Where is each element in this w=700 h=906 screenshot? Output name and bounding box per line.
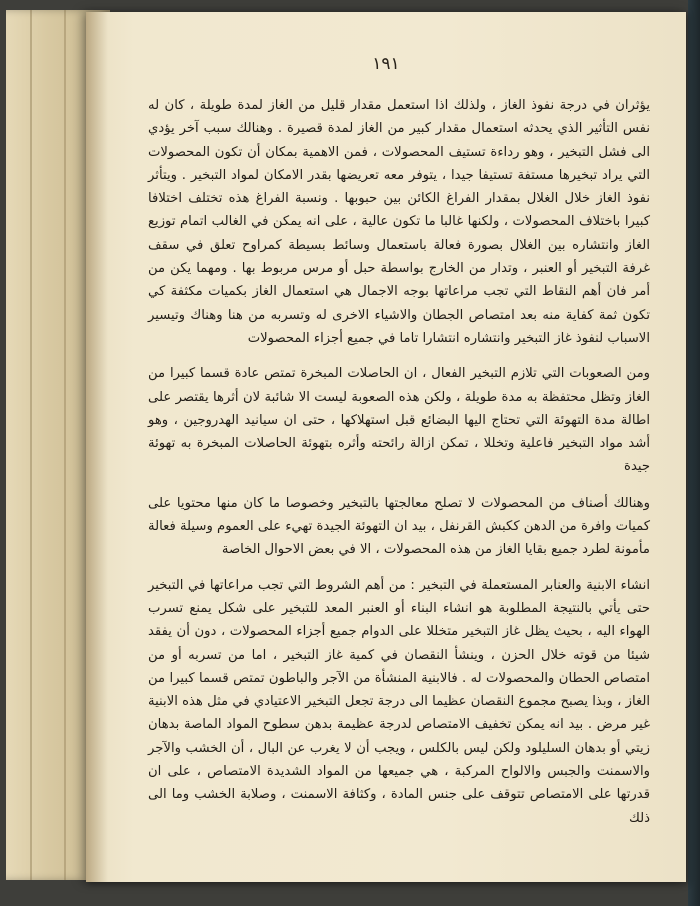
page-number: ١٩١ [372, 54, 400, 74]
page-gutter-shadow [86, 12, 108, 882]
page-body-text [148, 94, 650, 830]
paragraph-building-construction: انشاء الابنية والعنابر المستعملة في التبخير : من أهم الشروط التي تجب مراعاتها في التبخير حتى يأتي بالنتيجة المطلوبة هو انشاء البناء أو العنبر المعد للتبخير على شكل يمنع تسرب الهواء اليه ، بحيث يظل غاز التبخير متخللا على الدوام جميع أجزاء المحصولات ، دون أن يفقد شيئا من قوته خلال الحزن ، وينشأ النقصان في كمية غاز التبخير ، اما من تسربه أو من امتصاص الحطان والمحصولات له . فالابنية المنشأة من الآجر والباطون تمتص قسما كبيرا من الغاز ، وبذا يصبح مجموع النقصان عظيما الى درجة تجعل التبخير الاعتيادي في مثل هذه الابنية غير مرض . بيد انه يمكن تخفيف الامتصاص لدرجة عظيمة بدهن سطوح المواد الماصة بدهان زيتي أو بدهان السليلود ولكن ليس بالكلس ، ويجب أن لا يغرب عن البال ، أن الخشب والآجر والاسمنت والجبس والالواح المركبة ، هي جميعها من المواد الشديدة الامتصاص ، على ان قدرتها على الامتصاص تتوقف على جنس المادة ، وكثافة الاسمنت ، وصلابة الخشب وما الى ذلك [148, 577, 650, 826]
paragraph-unsuitable-products: وهنالك أصناف من المحصولات لا تصلح معالجتها بالتبخير وخصوصا ما كان منها محتويا على كميات وافرة من الدهن ككبش القرنفل ، بيد ان التهوئة الجيدة تهيء على العموم وسيلة فعالة مأمونة لطرد جميع بقايا الغاز من هذه المحصولات ، الا في بعض الاحوال الخاصة [148, 495, 650, 558]
paragraph-absorption-difficulty: ومن الصعوبات التي تلازم التبخير الفعال ، ان الحاصلات المبخرة تمتص عادة قسما كبيرا من الغاز وتظل محتفظة به مدة طويلة ، ولكن هذه الصعوبة ليست الا شائبة لان أثرها يقتصر على اطالة مدة التهوئة التي تحتاج اليها البضائع قبل استهلاكها ، حتى ان سيانيد الهدروجين ، وهو أشد مواد التبخير فاعلية وتخللا ، تمكن ازالة رائحته وأثره بتهوئة الحاصلات المبخرة به تهوئة جيدة [148, 366, 650, 475]
book-cover-edge [688, 0, 700, 906]
book-page [86, 12, 686, 882]
paragraph-gas-penetration: يؤثران في درجة نفوذ الغاز ، ولذلك اذا استعمل مقدار قليل من الغاز لمدة طويلة ، كان له نفس التأثير الذي يحدثه استعمال مقدار كبير من الغاز لمدة قصيرة . وهنالك سبب آخر يؤدي الى فشل التبخير ، وهو رداءة تستيف المحصولات ، فمن الاهمية بمكان أن تكون المحصولات التي يراد تبخيرها مستفة تستيفا جيدا ، يتوفر معه تعريضها بقدر الامكان لمواد التبخير . ويتأثر نفوذ الغاز خلال الغلال بمقدار الفراغ الكائن بين حبوبها . ونسبة الفراغ هذه تختلف اختلافا كبيرا باختلاف المحصولات ، ولكنها غالبا ما تكون عالية ، على انه يمكن في الغالب اتمام توزيع الغاز وانتشاره بين الغلال بصورة فعالة باستعمال وسائط بسيطة كمراوح تعلق في سقف غرفة التبخير أو العنبر ، وتدار من الخارج بواسطة حبل أو مرس مربوط بها . ومهما يكن من أمر فان أهم النقاط التي تجب مراعاتها بوجه الاجمال هي استعمال الغاز بكميات مكثفة كي تكون ثمة كفاية منه بعد امتصاص الجطان والاشياء الاخرى له وتسربه من هنا وهناك وتيسير الاسباب لنفوذ غاز التبخير وانتشاره انتشارا تاما في جميع أجزاء المحصولات [148, 98, 650, 346]
